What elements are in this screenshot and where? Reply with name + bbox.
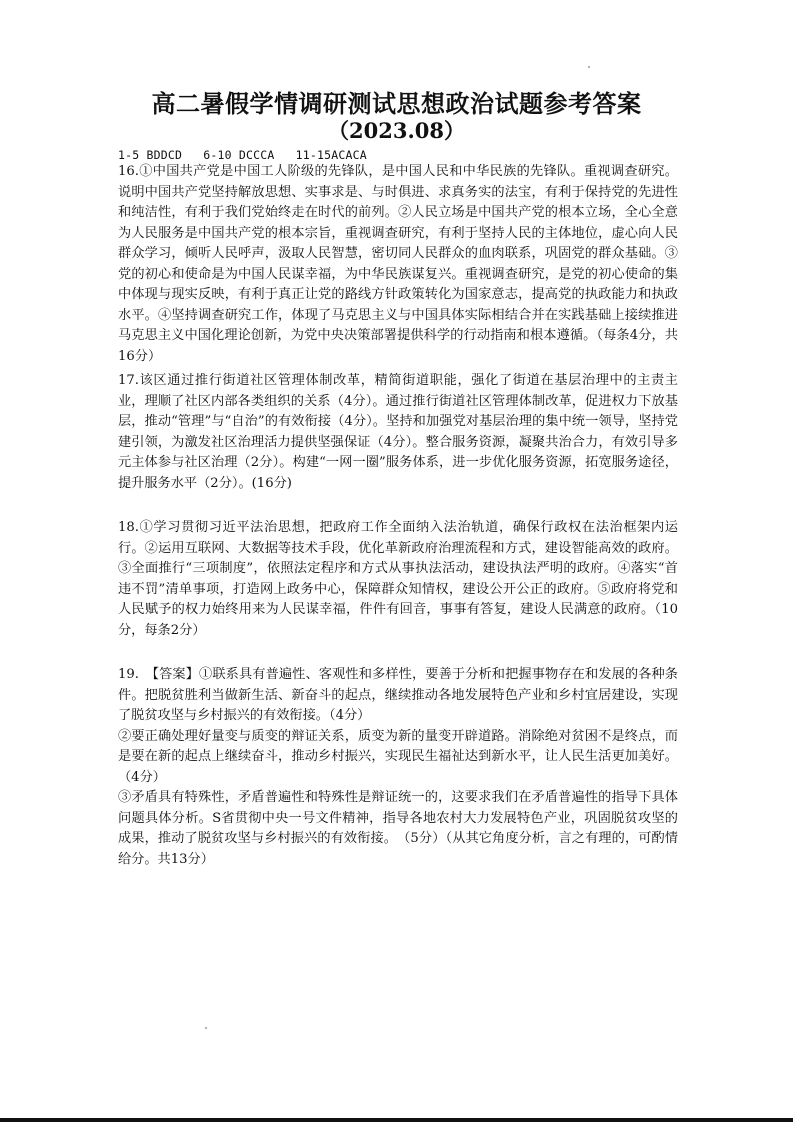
- answer-17: [118, 371, 678, 494]
- answer-19-point-3: ③矛盾具有特殊性，矛盾普遍性和特殊性是辩证统一的，这要求我们在矛盾普遍性的指导下具体问题具体分析。S省贯彻中央一号文件精神，指导各地农村大力发展特色产业，巩固脱贫攻坚的成果，推动了脱贫攻坚与乡村振兴的有效衔接。 （5分）（从其它角度分析，言之有理的，可酌情给分。共13分）: [118, 790, 678, 867]
- answers-6-10: 6-10 DCCCA: [203, 148, 275, 162]
- answer-18: [118, 518, 678, 641]
- answer-16: [118, 162, 678, 367]
- answer-19: [118, 665, 678, 870]
- page-bottom-edge: [0, 1118, 793, 1122]
- answer-19-point-1: 19. 【答案】①联系具有普遍性、客观性和多样性，要善于分析和把握事物存在和发展的各种条件。把脱贫胜利当做新生活、新奋斗的起点，继续推动各地发展特色产业和乡村宜居建设，实现了脱贫攻坚与乡村振兴的有效衔接。（4分）: [118, 667, 678, 723]
- scan-speck: [205, 1027, 207, 1029]
- document-title: 高二暑假学情调研测试思想政治试题参考答案: [151, 89, 642, 118]
- answer-16-text: 16.①中国共产党是中国工人阶级的先锋队，是中国人民和中华民族的先锋队。重视调查研究。说明中国共产党坚持解放思想、实事求是、与时俱进、求真务实的法宝，有利于保持党的先进性和纯洁性，有利于我们党始终走在时代的前列。②人民立场是中国共产党的根本立场，全心全意为人民服务是中国共产党的根本宗旨，重视调查研究，有利于坚持人民的主体地位，虚心向人民群众学习，倾听人民呼声，汲取人民智慧，密切同人民群众的血肉联系，巩固党的群众基础。③党的初心和使命是为中国人民谋幸福，为中华民族谋复兴。重视调查研究，是党的初心使命的集中体现与现实反映，有利于真正让党的路线方针政策转化为国家意志，提高党的执政能力和执政水平。④坚持调查研究工作，体现了马克思主义与中国具体实际相结合并在实践基础上接续推进马克思主义中国化理论创新，为党中央决策部署提供科学的行动指南和根本遵循。（每条4分，共16分）: [118, 164, 678, 364]
- answer-19-point-2: ②要正确处理好量变与质变的辩证关系，质变为新的量变开辟道路。消除绝对贫困不是终点，而是要在新的起点上继续奋斗，推动乡村振兴，实现民生福祉达到新水平，让人民生活更加美好。（4分）: [118, 728, 678, 785]
- answer-18-text: 18.①学习贯彻习近平法治思想，把政府工作全面纳入法治轨道，确保行政权在法治框架内运行。②运用互联网、大数据等技术手段，优化革新政府治理流程和方式，建设智能高效的政府。③全面推行“三项制度”，依照法定程序和方式从事执法活动，建设执法严明的政府。④落实“首违不罚”清单事项，打造网上政务中心，保障群众知情权，建设公开公正的政府。⑤政府将党和人民赋予的权力始终用来为人民谋幸福，件件有回音，事事有答复，建设人民满意的政府。（10分，每条2分）: [118, 520, 678, 638]
- document-date: （2023.08）: [328, 118, 465, 143]
- answers-1-5: 1-5 BDDCD: [118, 148, 183, 162]
- scan-speck: [588, 66, 590, 68]
- answer-17-text: 17.该区通过推行街道社区管理体制改革，精简街道职能，强化了街道在基层治理中的主责主业，理顺了社区内部各类组织的关系（4分）。通过推行街道社区管理体制改革，促进权力下放基层，推动“管理”与“自治”的有效衔接（4分）。坚持和加强党对基层治理的集中统一领导，坚持党建引领，为激发社区治理活力提供坚强保证（4分）。整合服务资源，凝聚共治合力，有效引导多元主体参与社区治理（2分）。构建“一网一圈”服务体系，进一步优化服务资源，拓宽服务途径，提升服务水平（2分）。(16分): [118, 373, 678, 491]
- answers-11-15: 11-15ACACA: [295, 148, 367, 162]
